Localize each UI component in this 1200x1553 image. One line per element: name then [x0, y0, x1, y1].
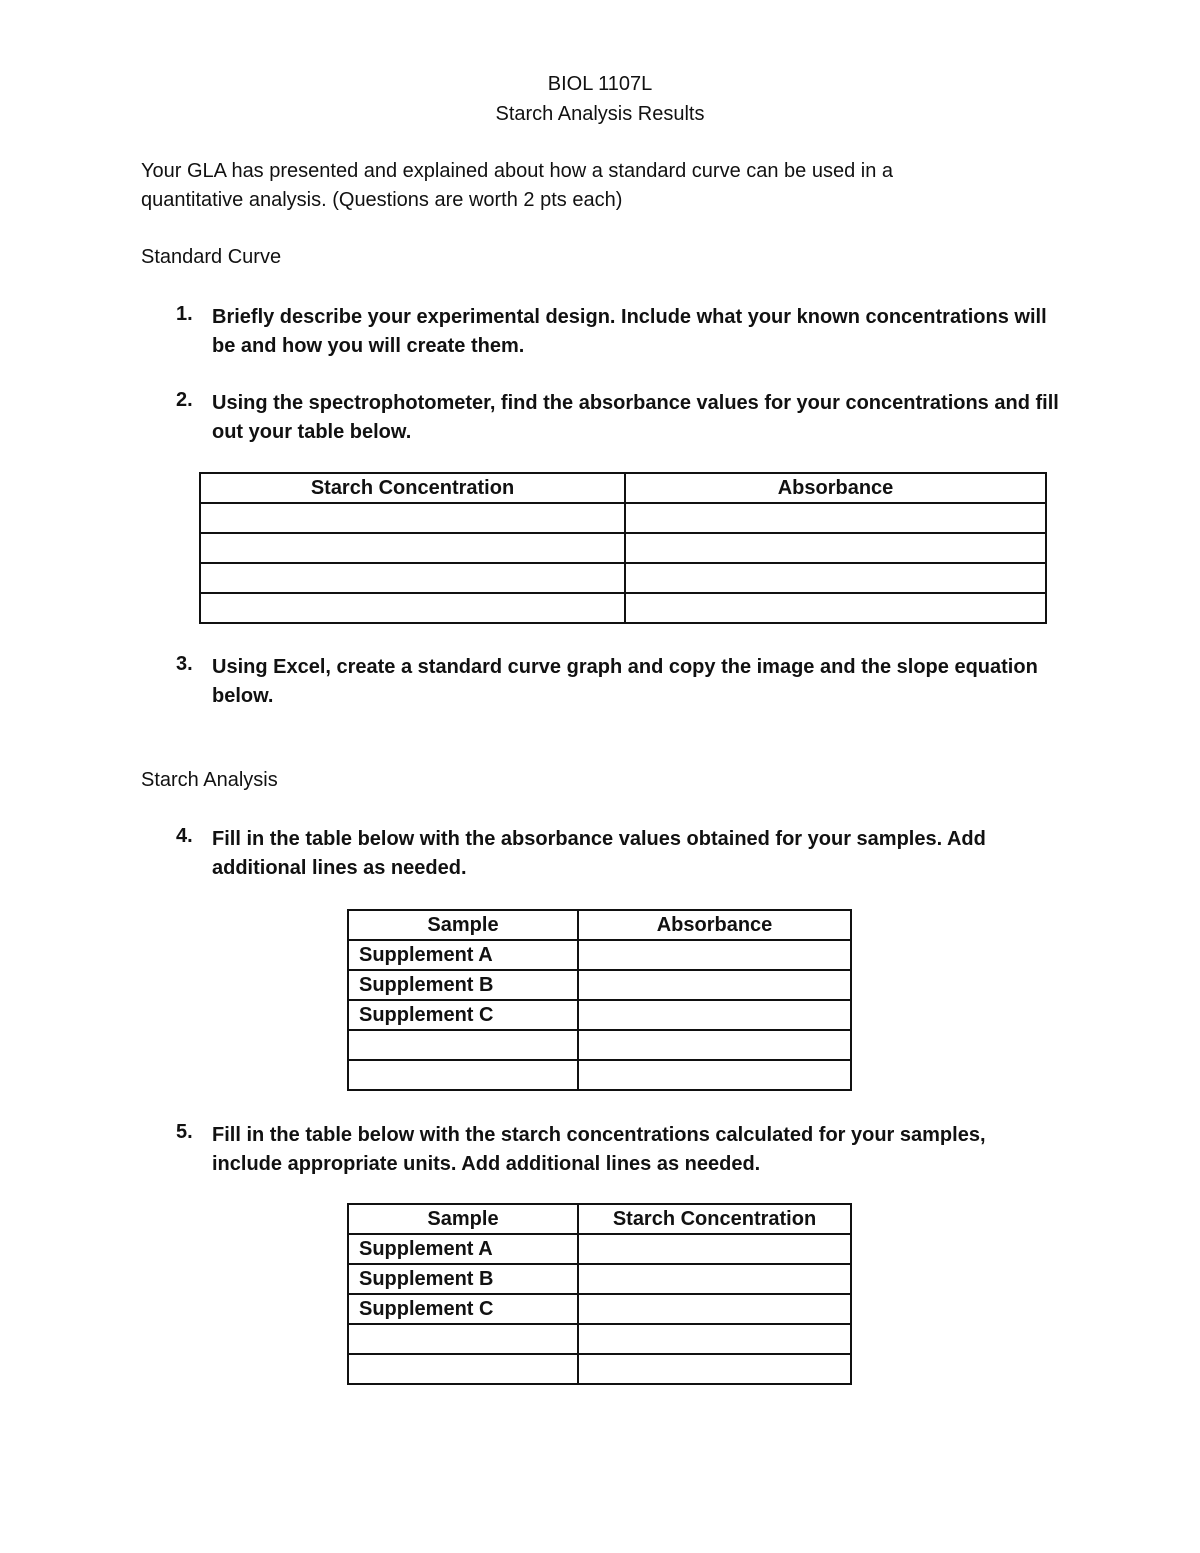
- table-row: [200, 533, 1046, 563]
- table-cell: Supplement A: [348, 1234, 578, 1264]
- table-row: [348, 1324, 851, 1354]
- question-text-line: Fill in the table below with the absorbance values obtained for your samples. Add: [212, 828, 986, 850]
- table-cell: Supplement C: [348, 1294, 578, 1324]
- question-text-line: include appropriate units. Add additional lines as needed.: [212, 1153, 761, 1175]
- table-cell[interactable]: [578, 1000, 851, 1030]
- table-row: [348, 1000, 851, 1030]
- table-row: [348, 1234, 851, 1264]
- question-text-line: below.: [212, 685, 274, 707]
- table-cell[interactable]: [625, 563, 1046, 593]
- table-header: Absorbance: [578, 910, 851, 940]
- section-standard-curve: Standard Curve: [141, 246, 282, 268]
- table-cell[interactable]: [578, 970, 851, 1000]
- table-row: [348, 1060, 851, 1090]
- table-header: Sample: [348, 1204, 578, 1234]
- table-row: [348, 1264, 851, 1294]
- table-cell: Supplement C: [348, 1000, 578, 1030]
- question-text-line: additional lines as needed.: [212, 857, 467, 879]
- table-cell[interactable]: [578, 940, 851, 970]
- table-cell[interactable]: [578, 1234, 851, 1264]
- intro-line-1: Your GLA has presented and explained about how a standard curve can be used in a: [141, 160, 894, 182]
- table-header: Starch Concentration: [578, 1204, 851, 1234]
- question-number: 1.: [176, 303, 193, 325]
- question-number: 2.: [176, 389, 193, 411]
- table-cell: Supplement B: [348, 970, 578, 1000]
- question-number: 3.: [176, 653, 193, 675]
- table-cell[interactable]: [625, 593, 1046, 623]
- table-row: [200, 593, 1046, 623]
- course-code: BIOL 1107L: [547, 73, 653, 95]
- sample-absorbance-table: [347, 909, 852, 1091]
- table-row: [348, 940, 851, 970]
- table-row: [348, 970, 851, 1000]
- table-row: [348, 1030, 851, 1060]
- table-cell[interactable]: [200, 533, 625, 563]
- table-cell[interactable]: [578, 1060, 851, 1090]
- table-header: Absorbance: [625, 473, 1046, 503]
- table-row: [200, 563, 1046, 593]
- table-cell[interactable]: [348, 1354, 578, 1384]
- table-cell[interactable]: [348, 1060, 578, 1090]
- question-text-line: Using the spectrophotometer, find the absorbance values for your concentrations and fill: [212, 392, 1059, 414]
- table-cell[interactable]: [578, 1294, 851, 1324]
- table-row: [348, 1294, 851, 1324]
- table-row: [348, 1354, 851, 1384]
- table-cell[interactable]: [200, 593, 625, 623]
- table-header: Sample: [348, 910, 578, 940]
- table-cell[interactable]: [578, 1264, 851, 1294]
- table-cell[interactable]: [200, 563, 625, 593]
- question-text-line: be and how you will create them.: [212, 335, 525, 357]
- table-cell[interactable]: [578, 1030, 851, 1060]
- table-header: Starch Concentration: [200, 473, 625, 503]
- page-title: Starch Analysis Results: [495, 103, 705, 125]
- table-cell[interactable]: [578, 1354, 851, 1384]
- table-cell[interactable]: [625, 503, 1046, 533]
- table-cell[interactable]: [348, 1324, 578, 1354]
- question-text-line: out your table below.: [212, 421, 412, 443]
- table-cell[interactable]: [200, 503, 625, 533]
- standard-curve-table: [199, 472, 1047, 624]
- table-cell[interactable]: [578, 1324, 851, 1354]
- sample-concentration-table: [347, 1203, 852, 1385]
- table-row: [200, 503, 1046, 533]
- question-text-line: Briefly describe your experimental design. Include what your known concentrations will: [212, 306, 1047, 328]
- question-text-line: Using Excel, create a standard curve graph and copy the image and the slope equation: [212, 656, 1038, 678]
- question-number: 4.: [176, 825, 193, 847]
- section-starch-analysis: Starch Analysis: [141, 769, 278, 791]
- table-cell[interactable]: [625, 533, 1046, 563]
- table-cell: Supplement B: [348, 1264, 578, 1294]
- table-cell: Supplement A: [348, 940, 578, 970]
- table-cell[interactable]: [348, 1030, 578, 1060]
- intro-line-2: quantitative analysis. (Questions are worth 2 pts each): [141, 189, 623, 211]
- question-text-line: Fill in the table below with the starch concentrations calculated for your samples,: [212, 1124, 986, 1146]
- question-number: 5.: [176, 1121, 193, 1143]
